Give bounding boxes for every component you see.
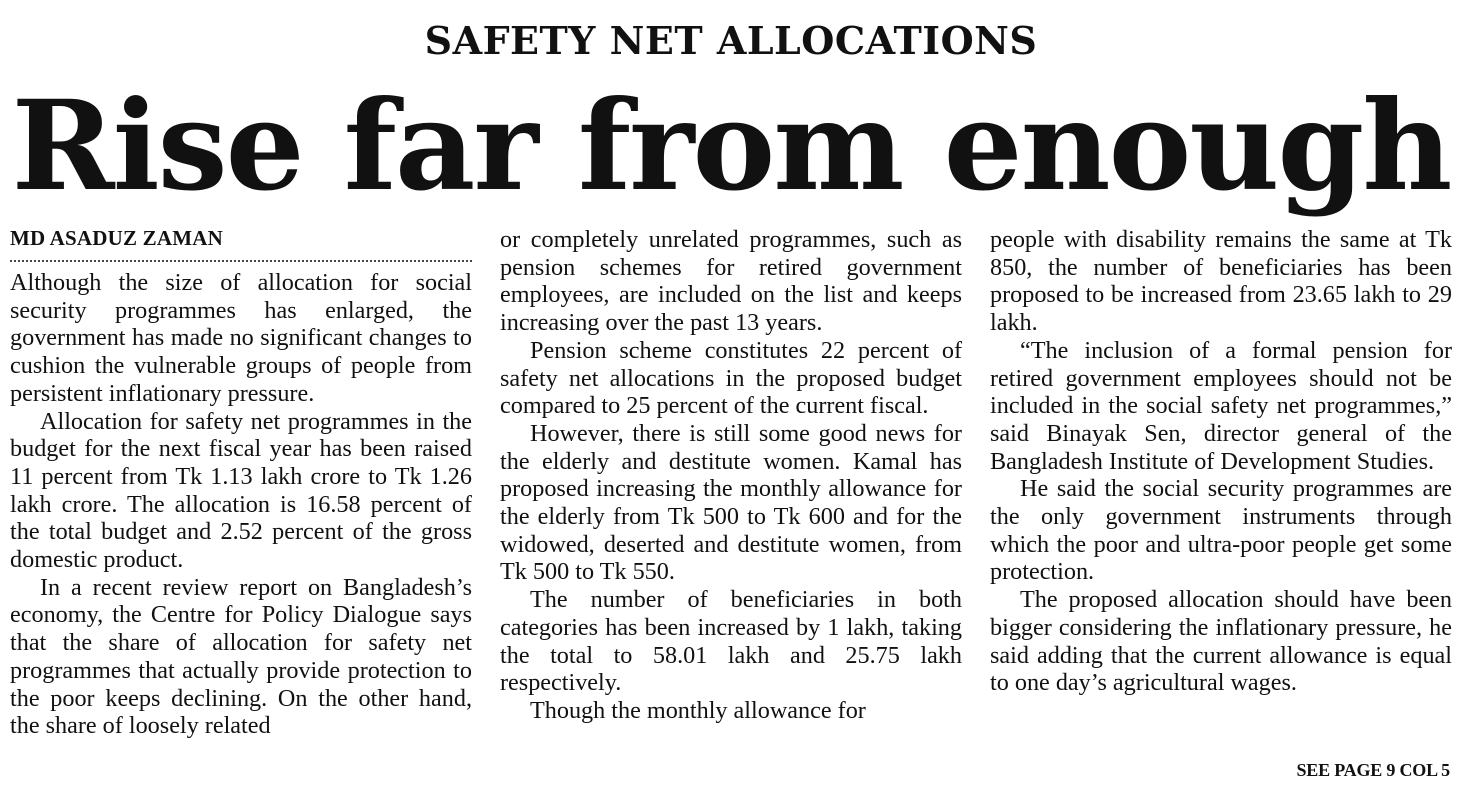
body-paragraph: Though the monthly allowance for — [530, 696, 866, 724]
body-paragraph: The number of beneficiaries in both categories has been increased by 1 lakh, taking the total to 58.01 lakh and 25.75 lakh respectively. — [500, 586, 962, 697]
article-column-2 — [500, 226, 962, 725]
article-kicker: SAFETY NET ALLOCATIONS — [424, 18, 1038, 63]
body-paragraph: Allocation for safety net programmes in the budget for the next fiscal year has been raised 11 percent from Tk 1.13 lakh crore to Tk 1.26 lakh crore. The allocation is 16.58 percent of the total budget and 2.52 percent of the gross domestic product. — [10, 407, 472, 574]
body-paragraph: Although the size of allocation for social security programmes has enlarged, the government has made no significant changes to cushion the vulnerable groups of people from persistent inflationary pressure. — [10, 269, 472, 407]
body-paragraph: or completely unrelated programmes, such as pension schemes for retired government employees, are included on the list and keeps increasing over the past 13 years. — [500, 226, 962, 337]
article-column-1 — [10, 226, 472, 740]
article-headline: Rise far from enough — [11, 74, 1451, 219]
body-paragraph: The proposed allocation should have been bigger considering the inflationary pressure, he said adding that the current allowance is equal to one day’s agricultural wages. — [990, 586, 1452, 697]
body-paragraph: people with disability remains the same at Tk 850, the number of beneficiaries has been proposed to be increased from 23.65 lakh to 29 lakh. — [990, 226, 1452, 337]
body-paragraph: “The inclusion of a formal pension for retired government employees should not be included in the social safety net programmes,” said Binayak Sen, director general of the Bangladesh Institute of Development Studies. — [990, 336, 1452, 475]
body-paragraph: Pension scheme constitutes 22 percent of safety net allocations in the proposed budget compared to 25 percent of the current fiscal. — [500, 336, 962, 420]
body-paragraph: However, there is still some good news for the elderly and destitute women. Kamal has proposed increasing the monthly allowance for the elderly from Tk 500 to Tk 600 and for the widowed, deserted and destitute women, from Tk 500 to Tk 550. — [500, 419, 962, 586]
continuation-note: SEE PAGE 9 COL 5 — [1296, 760, 1450, 780]
body-paragraph: He said the social security programmes are the only government instruments through which the poor and ultra-poor people get some protection. — [990, 475, 1452, 586]
article-column-3 — [990, 226, 1452, 697]
body-paragraph: In a recent review report on Bangladesh’s economy, the Centre for Policy Dialogue says that the share of allocation for safety net programmes that actually provide protection to the poor keeps declining. On the other hand, the share of loosely related — [10, 573, 472, 740]
article-byline: MD ASADUZ ZAMAN — [10, 226, 472, 262]
